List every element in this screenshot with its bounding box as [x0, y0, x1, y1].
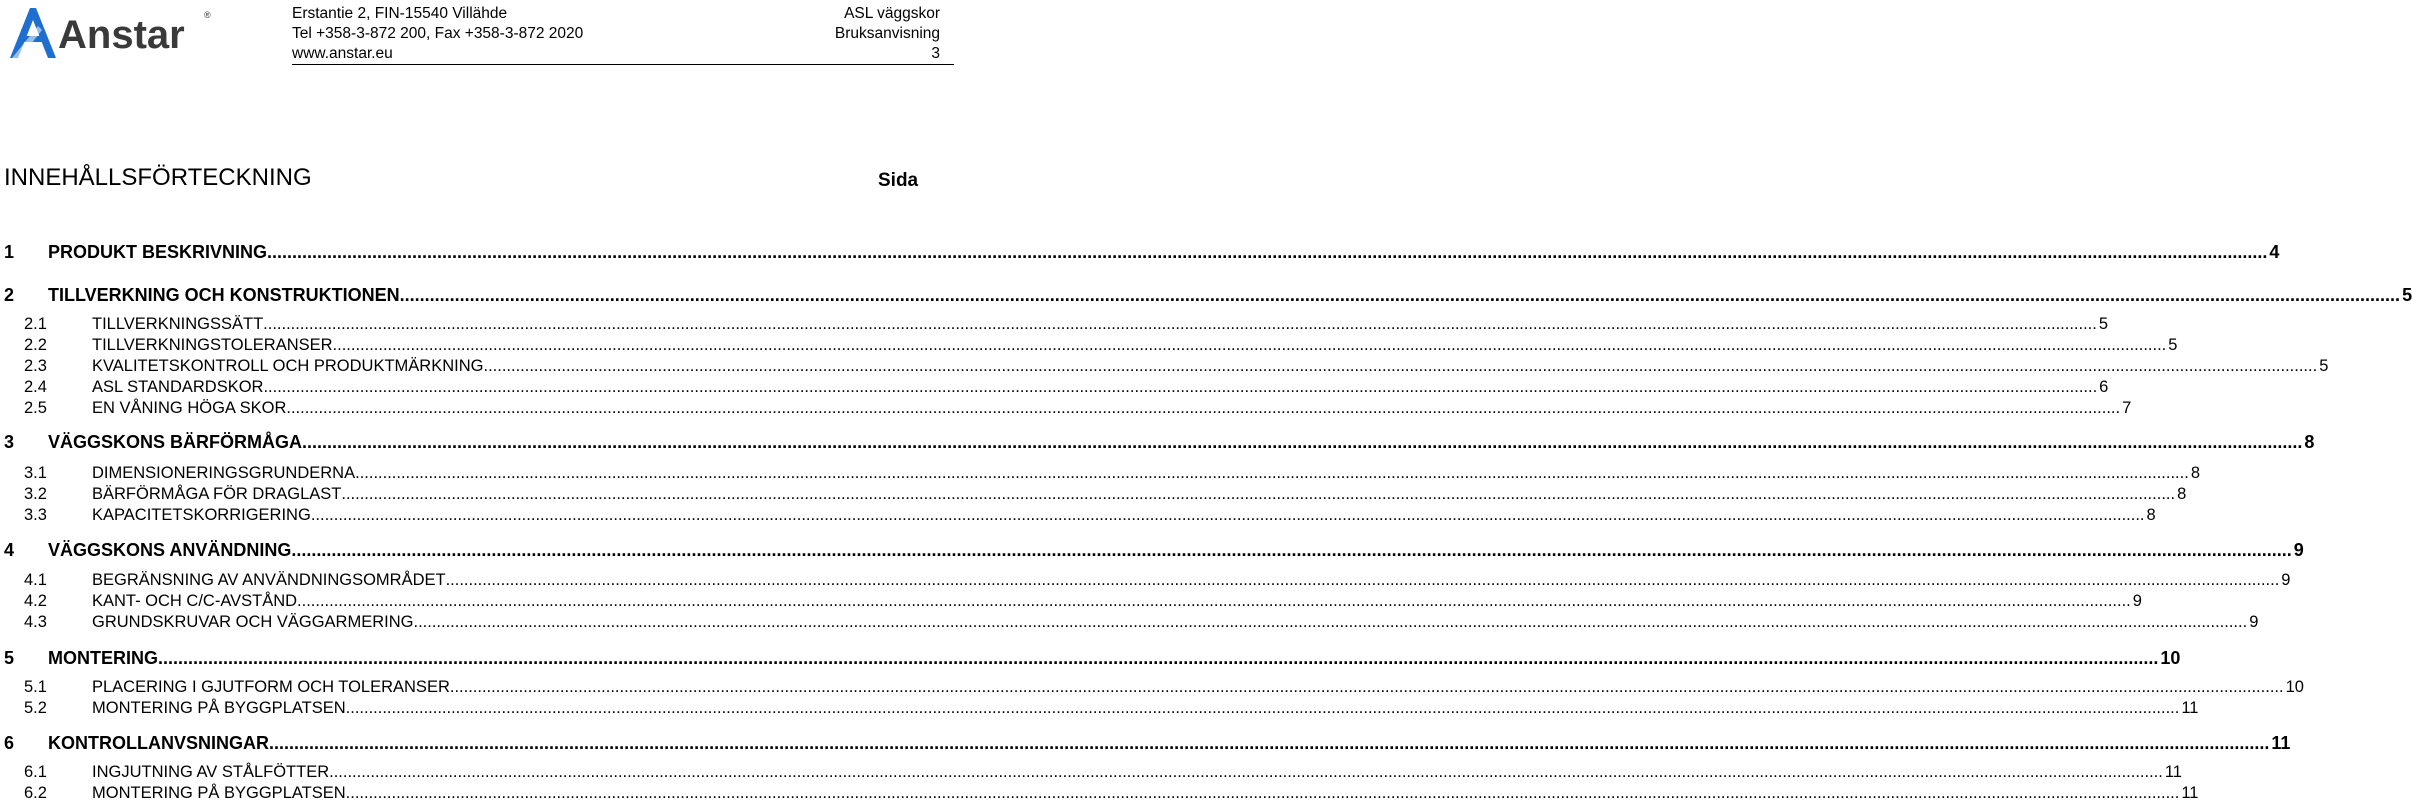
toc-entry-page: 10 — [2160, 648, 2181, 668]
toc-entry-page: 11 — [2164, 763, 2182, 781]
toc-entry-number: 5.2 — [24, 699, 47, 717]
toc-entry-label: MONTERING — [48, 648, 158, 668]
toc-entry[interactable] — [24, 678, 2304, 698]
toc-leader-dots: ................................................................................................................................................................................................................................................................................................................................................................................................................ — [158, 648, 2159, 668]
product-name: ASL väggskor — [844, 5, 940, 22]
toc-leader-dots: ................................................................................................................................................................................................................................................................................................................................................................................................................ — [449, 678, 2284, 696]
toc-entry-label: VÄGGSKONS BÄRFÖRMÅGA — [48, 432, 303, 452]
toc-entry-label: MONTERING PÅ BYGGPLATSEN — [92, 784, 346, 802]
toc-entry[interactable] — [24, 357, 2329, 377]
toc-entry-label: VÄGGSKONS ANVÄNDNING — [48, 540, 292, 560]
toc-entry-label: GRUNDSKRUVAR OCH VÄGGARMERING — [92, 613, 414, 631]
toc-entry[interactable] — [24, 699, 2199, 719]
toc-leader-dots: ................................................................................................................................................................................................................................................................................................................................................................................................................ — [297, 592, 2131, 610]
toc-entry-number: 4.1 — [24, 571, 47, 589]
toc-leader-dots: ................................................................................................................................................................................................................................................................................................................................................................................................................ — [445, 571, 2280, 589]
toc-entry-label: PLACERING I GJUTFORM OCH TOLERANSER — [92, 678, 450, 696]
header-divider — [292, 64, 954, 65]
toc-title: INNEHÅLLSFÖRTECKNING — [4, 164, 312, 191]
toc-entry[interactable] — [24, 592, 2142, 612]
toc-entry-label: TILLVERKNINGSSÄTT — [92, 315, 264, 333]
toc-entry-page: 11 — [2181, 784, 2199, 802]
toc-entry[interactable] — [24, 571, 2291, 591]
toc-entry-page: 8 — [2146, 506, 2156, 524]
toc-entry-label: KVALITETSKONTROLL OCH PRODUKTMÄRKNING — [92, 357, 484, 375]
toc-entry-label: TILLVERKNING OCH KONSTRUKTIONEN — [48, 285, 400, 305]
toc-entry-number: 2.4 — [24, 378, 47, 396]
toc-leader-dots: ................................................................................................................................................................................................................................................................................................................................................................................................................ — [267, 242, 2268, 262]
toc-entry-page: 4 — [2269, 242, 2280, 262]
logo-mark-icon — [10, 8, 56, 58]
toc-entry[interactable] — [24, 378, 2109, 398]
toc-entry-page: 8 — [2177, 485, 2187, 503]
toc-entry-number: 2.1 — [24, 315, 47, 333]
toc-entry[interactable] — [24, 506, 2156, 526]
toc-entry-number: 6.1 — [24, 763, 47, 781]
toc-entry-number: 4.2 — [24, 592, 47, 610]
toc-entry-label: ASL STANDARDSKOR — [92, 378, 264, 396]
toc-entry[interactable] — [4, 285, 2412, 305]
toc-entry-page: 8 — [2190, 464, 2200, 482]
toc-entry-number: 2.5 — [24, 399, 47, 417]
toc-leader-dots: ................................................................................................................................................................................................................................................................................................................................................................................................................ — [286, 399, 2121, 417]
page-column-label: Sida — [878, 170, 919, 191]
toc-entry-label: KAPACITETSKORRIGERING — [92, 506, 311, 524]
toc-entry-page: 9 — [2132, 592, 2142, 610]
toc-entry-number: 1 — [4, 242, 15, 262]
toc-entry-page: 9 — [2293, 540, 2304, 560]
toc-entry-label: BÄRFÖRMÅGA FÖR DRAGLAST — [92, 485, 342, 503]
toc-leader-dots: ................................................................................................................................................................................................................................................................................................................................................................................................................ — [345, 784, 2180, 802]
toc-entry[interactable] — [24, 763, 2182, 783]
toc-entry[interactable] — [24, 315, 2109, 335]
toc-entry-number: 5 — [4, 648, 15, 668]
toc-entry-label: BEGRÄNSNING AV ANVÄNDNINGSOMRÅDET — [92, 571, 446, 589]
toc-entry[interactable] — [24, 464, 2200, 484]
svg-text:®: ® — [204, 10, 211, 20]
toc-entry-page: 5 — [2402, 285, 2412, 305]
toc-leader-dots: ................................................................................................................................................................................................................................................................................................................................................................................................................ — [291, 540, 2292, 560]
toc-entry-page: 8 — [2304, 432, 2315, 452]
toc-leader-dots: ................................................................................................................................................................................................................................................................................................................................................................................................................ — [399, 285, 2401, 305]
toc-entry-label: TILLVERKNINGSTOLERANSER — [92, 336, 333, 354]
toc-leader-dots: ................................................................................................................................................................................................................................................................................................................................................................................................................ — [329, 763, 2163, 781]
toc-leader-dots: ................................................................................................................................................................................................................................................................................................................................................................................................................ — [263, 315, 2097, 333]
toc-entry[interactable] — [24, 784, 2199, 804]
toc-entry-label: KANT- OCH C/C-AVSTÅND — [92, 592, 298, 610]
toc-entry[interactable] — [24, 399, 2132, 419]
address-line: Erstantie 2, FIN-15540 Villähde — [292, 5, 508, 22]
toc-entry[interactable] — [4, 648, 2181, 668]
toc-entry-number: 3.3 — [24, 506, 47, 524]
toc-entry-label: MONTERING PÅ BYGGPLATSEN — [92, 699, 346, 717]
website-link[interactable]: www.anstar.eu — [292, 45, 393, 62]
toc-leader-dots: ................................................................................................................................................................................................................................................................................................................................................................................................................ — [413, 613, 2248, 631]
toc-entry-page: 7 — [2122, 399, 2132, 417]
toc-entry[interactable] — [24, 485, 2187, 505]
toc-leader-dots: ................................................................................................................................................................................................................................................................................................................................................................................................................ — [269, 733, 2270, 753]
toc-entry-page: 10 — [2285, 678, 2304, 696]
toc-entry-label: EN VÅNING HÖGA SKOR — [92, 399, 287, 417]
toc-entry-number: 3.1 — [24, 464, 47, 482]
toc-entry-number: 2 — [4, 285, 15, 305]
document-info — [835, 4, 940, 64]
toc-entry-label: INGJUTNING AV STÅLFÖTTER — [92, 763, 330, 781]
toc-entry-page: 5 — [2098, 315, 2109, 333]
toc-entry[interactable] — [4, 733, 2291, 753]
toc-leader-dots: ................................................................................................................................................................................................................................................................................................................................................................................................................ — [310, 506, 2145, 524]
toc-entry-number: 2.3 — [24, 357, 47, 375]
phone-fax-line: Tel +358-3-872 200, Fax +358-3-872 2020 — [292, 25, 584, 42]
toc-entry[interactable] — [4, 432, 2315, 452]
toc-entry-page: 9 — [2281, 571, 2291, 589]
toc-entry-page: 6 — [2099, 378, 2109, 396]
toc-entry-page: 11 — [2181, 699, 2199, 717]
toc-entry-page: 11 — [2271, 733, 2291, 753]
toc-leader-dots: ................................................................................................................................................................................................................................................................................................................................................................................................................ — [332, 336, 2167, 354]
toc-entry-number: 6.2 — [24, 784, 47, 802]
logo-text: Anstar — [58, 13, 185, 57]
anstar-logo — [8, 6, 218, 60]
toc-entry-number: 2.2 — [24, 336, 47, 354]
toc-leader-dots: ................................................................................................................................................................................................................................................................................................................................................................................................................ — [345, 699, 2180, 717]
toc-entry-number: 4 — [4, 540, 15, 560]
toc-entry[interactable] — [24, 336, 2178, 356]
toc-entry-page: 9 — [2249, 613, 2259, 631]
toc-entry[interactable] — [4, 242, 2280, 262]
toc-leader-dots: ................................................................................................................................................................................................................................................................................................................................................................................................................ — [355, 464, 2189, 482]
toc-leader-dots: ................................................................................................................................................................................................................................................................................................................................................................................................................ — [483, 357, 2318, 375]
toc-leader-dots: ................................................................................................................................................................................................................................................................................................................................................................................................................ — [302, 432, 2303, 452]
page-header — [0, 0, 960, 66]
toc-entry-number: 6 — [4, 733, 15, 753]
toc-entry-label: DIMENSIONERINGSGRUNDERNA — [92, 464, 356, 482]
toc-entry[interactable] — [4, 540, 2304, 560]
toc-entry-label: KONTROLLANVSNINGAR — [48, 733, 269, 753]
company-address — [292, 4, 583, 64]
toc-leader-dots: ................................................................................................................................................................................................................................................................................................................................................................................................................ — [263, 378, 2098, 396]
toc-entry-page: 5 — [2168, 336, 2178, 354]
toc-leader-dots: ................................................................................................................................................................................................................................................................................................................................................................................................................ — [341, 485, 2176, 503]
toc-entry-number: 5.1 — [24, 678, 47, 696]
toc-entry-label: PRODUKT BESKRIVNING — [48, 242, 268, 262]
toc-entry[interactable] — [24, 613, 2259, 633]
toc-entry-number: 3 — [4, 432, 15, 452]
toc-entry-page: 5 — [2319, 357, 2329, 375]
toc-entry-number: 3.2 — [24, 485, 47, 503]
page-number: 3 — [931, 45, 940, 62]
document-type: Bruksanvisning — [834, 25, 940, 42]
toc-entry-number: 4.3 — [24, 613, 47, 631]
